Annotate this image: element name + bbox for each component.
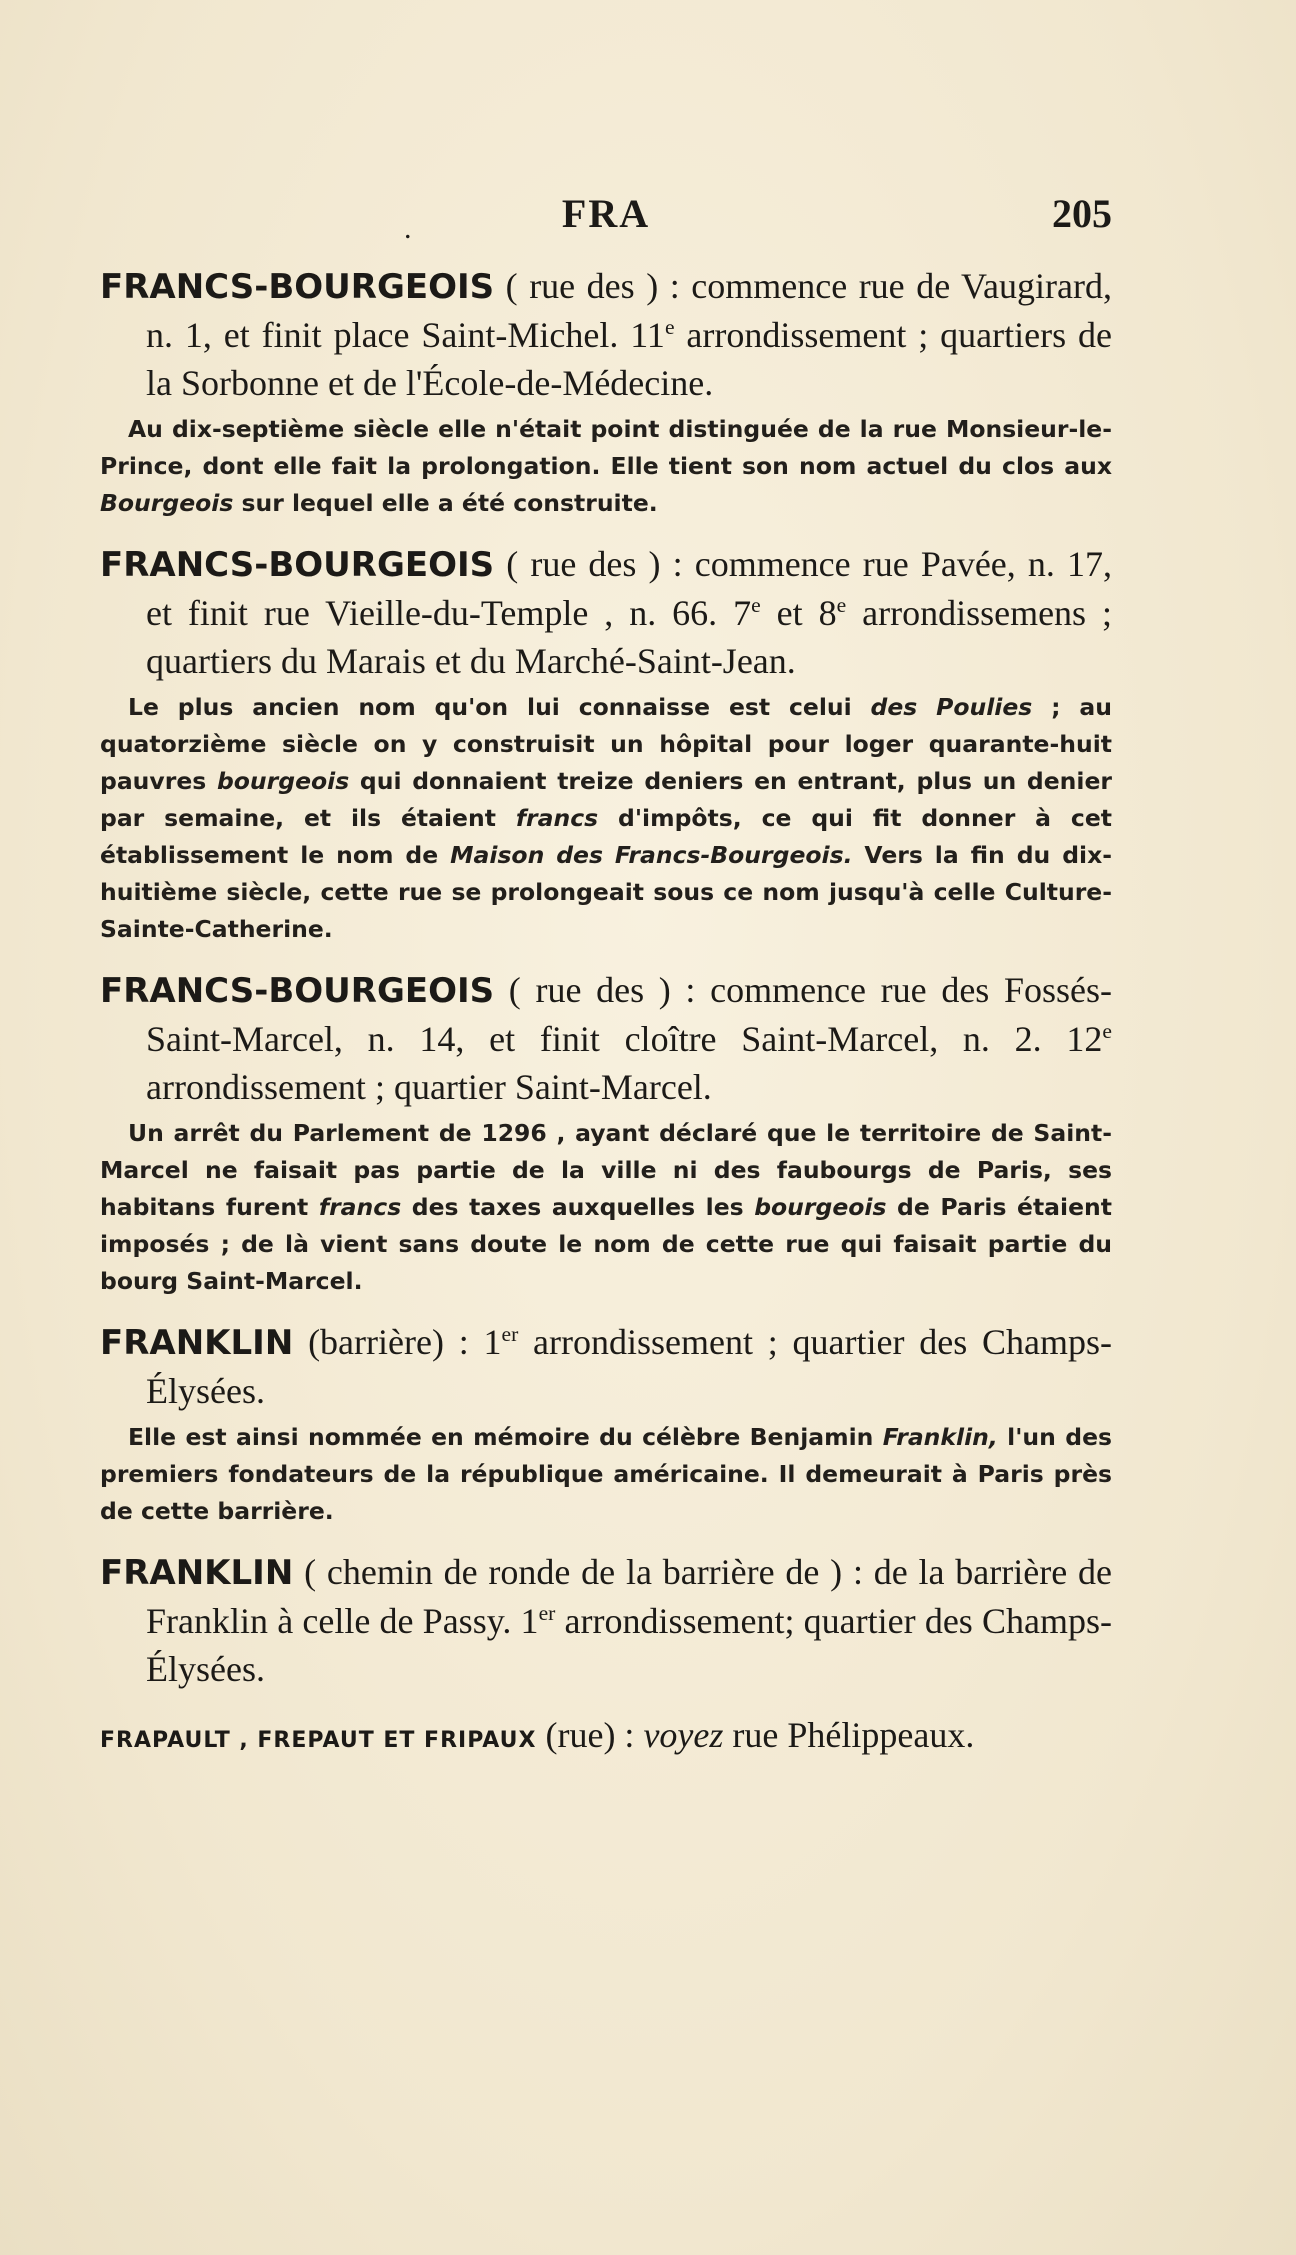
note-text: qui donnaient treize deniers en entrant, plus un denier par semaine, et ils étaient (100, 767, 1112, 832)
entry-description: ( chemin de ronde de la barrière de ) : de la barrière de Franklin à celle de Passy. 1 (146, 1552, 1112, 1641)
entry-headword: FRANKLIN (100, 1553, 294, 1593)
note-italic: Franklin, (882, 1423, 998, 1451)
entry-note (100, 411, 1112, 522)
note-italic: bourgeois (216, 767, 350, 795)
entry-description-cont: et 8 (760, 593, 837, 633)
superscript: e (836, 593, 847, 617)
voyez-italic: voyez (643, 1715, 724, 1755)
note-italic: bourgeois (754, 1193, 887, 1221)
note-text: l'un des premiers fondateurs de la république américaine. Il demeurait à Paris près de cette barrière. (100, 1423, 1112, 1525)
entry-note (100, 1419, 1112, 1530)
entry-description-cont: arrondissement ; quartier des Champs-Élysées. (146, 1322, 1112, 1411)
entry-note (100, 689, 1112, 948)
entry-text (100, 966, 1112, 1111)
note-italic: Bourgeois (100, 489, 234, 517)
note-text: sur lequel elle a été construite. (233, 489, 658, 517)
note-text: de Paris étaient imposés ; de là vient sans doute le nom de cette rue qui faisait partie du bourg Saint-Marcel. (100, 1193, 1112, 1295)
entry-text (100, 1548, 1112, 1693)
entry-francs-bourgeois-3 (100, 966, 1112, 1300)
entry-franklin-chemin (100, 1548, 1112, 1693)
note-text: Au dix-septième siècle elle n'était point distinguée de la rue Monsieur-le-Prince, dont elle fait la prolongation. Elle tient son nom actuel du clos aux (100, 415, 1112, 480)
entry-headword: FRANCS-BOURGEOIS (100, 971, 495, 1011)
entry-description: ( rue des ) : commence rue Pavée, n. 17, et finit rue Vieille-du-Temple , n. 66. 7 (146, 544, 1112, 633)
entry-headword: FRANKLIN (100, 1323, 294, 1363)
page-content (100, 262, 1112, 1765)
note-text: Le plus ancien nom qu'on lui connaisse est celui (128, 693, 871, 721)
entry-frapault (100, 1711, 1112, 1765)
entry-description: ( rue des ) : commence rue de Vaugirard, n. 1, et finit place Saint-Michel. 11 (146, 266, 1112, 355)
entry-description-cont: arrondissemens ; quartiers du Marais et du Marché-Saint-Jean. (146, 593, 1113, 681)
entry-francs-bourgeois-1 (100, 262, 1112, 522)
note-text: des taxes auxquelles les (401, 1193, 755, 1221)
note-text: ; au quatorzième siècle on y construisit un hôpital pour loger quarante-huit pauvres (100, 693, 1112, 795)
note-text: Un arrêt du Parlement de 1296 , ayant déclaré que le territoire de Saint-Marcel ne faisait pas partie de la ville ni des faubourgs de Paris, ses habitans furent (100, 1119, 1112, 1221)
entry-headword: FRAPAULT , FREPAUT ET FRIPAUX (100, 1728, 537, 1753)
note-text: Vers la fin du dix-huitième siècle, cette rue se prolongeait sous ce nom jusqu'à celle Culture-Sainte-Catherine. (100, 841, 1113, 943)
entry-description-cont: arrondissement ; quartiers de la Sorbonne et de l'École-de-Médecine. (146, 315, 1112, 403)
superscript: e (664, 315, 675, 339)
superscript: er (538, 1601, 556, 1625)
header-dot: . (404, 212, 412, 245)
entry-description: (barrière) : 1 (293, 1322, 502, 1362)
entry-headword: FRANCS-BOURGEOIS (100, 267, 495, 307)
entry-note (100, 1115, 1112, 1300)
note-italic: des Poulies (870, 693, 1033, 721)
entry-description: ( rue des ) : commence rue des Fossés-Saint-Marcel, n. 14, et finit cloître Saint-Marcel, n. 2. 12 (146, 970, 1112, 1059)
entry-text (100, 1318, 1112, 1415)
note-text: Elle est ainsi nommée en mémoire du célèbre Benjamin (128, 1423, 883, 1451)
page-header (100, 190, 1112, 250)
note-italic: francs (318, 1193, 402, 1221)
entry-text (100, 1711, 1112, 1765)
entry-description: (rue) : (536, 1715, 644, 1755)
entry-headword: FRANCS-BOURGEOIS (100, 545, 495, 585)
page-number: 205 (1052, 191, 1112, 236)
running-head: FRA (561, 191, 651, 236)
superscript: e (751, 593, 761, 617)
note-text: d'impôts, ce qui fit donner à cet établissement le nom de (100, 804, 1112, 869)
entry-description-cont: rue Phélippeaux. (723, 1715, 975, 1755)
entry-description-cont: arrondissement ; quartier Saint-Marcel. (146, 1067, 712, 1107)
entry-text (100, 262, 1112, 407)
note-italic: Maison des Francs-Bourgeois. (450, 841, 853, 869)
entry-francs-bourgeois-2 (100, 540, 1112, 948)
entry-text (100, 540, 1112, 685)
entry-franklin-barriere (100, 1318, 1112, 1530)
superscript: e (1102, 1019, 1112, 1043)
note-italic: francs (515, 804, 599, 832)
superscript: er (501, 1322, 519, 1346)
entry-description-cont: arrondissement; quartier des Champs-Élysées. (146, 1601, 1112, 1689)
